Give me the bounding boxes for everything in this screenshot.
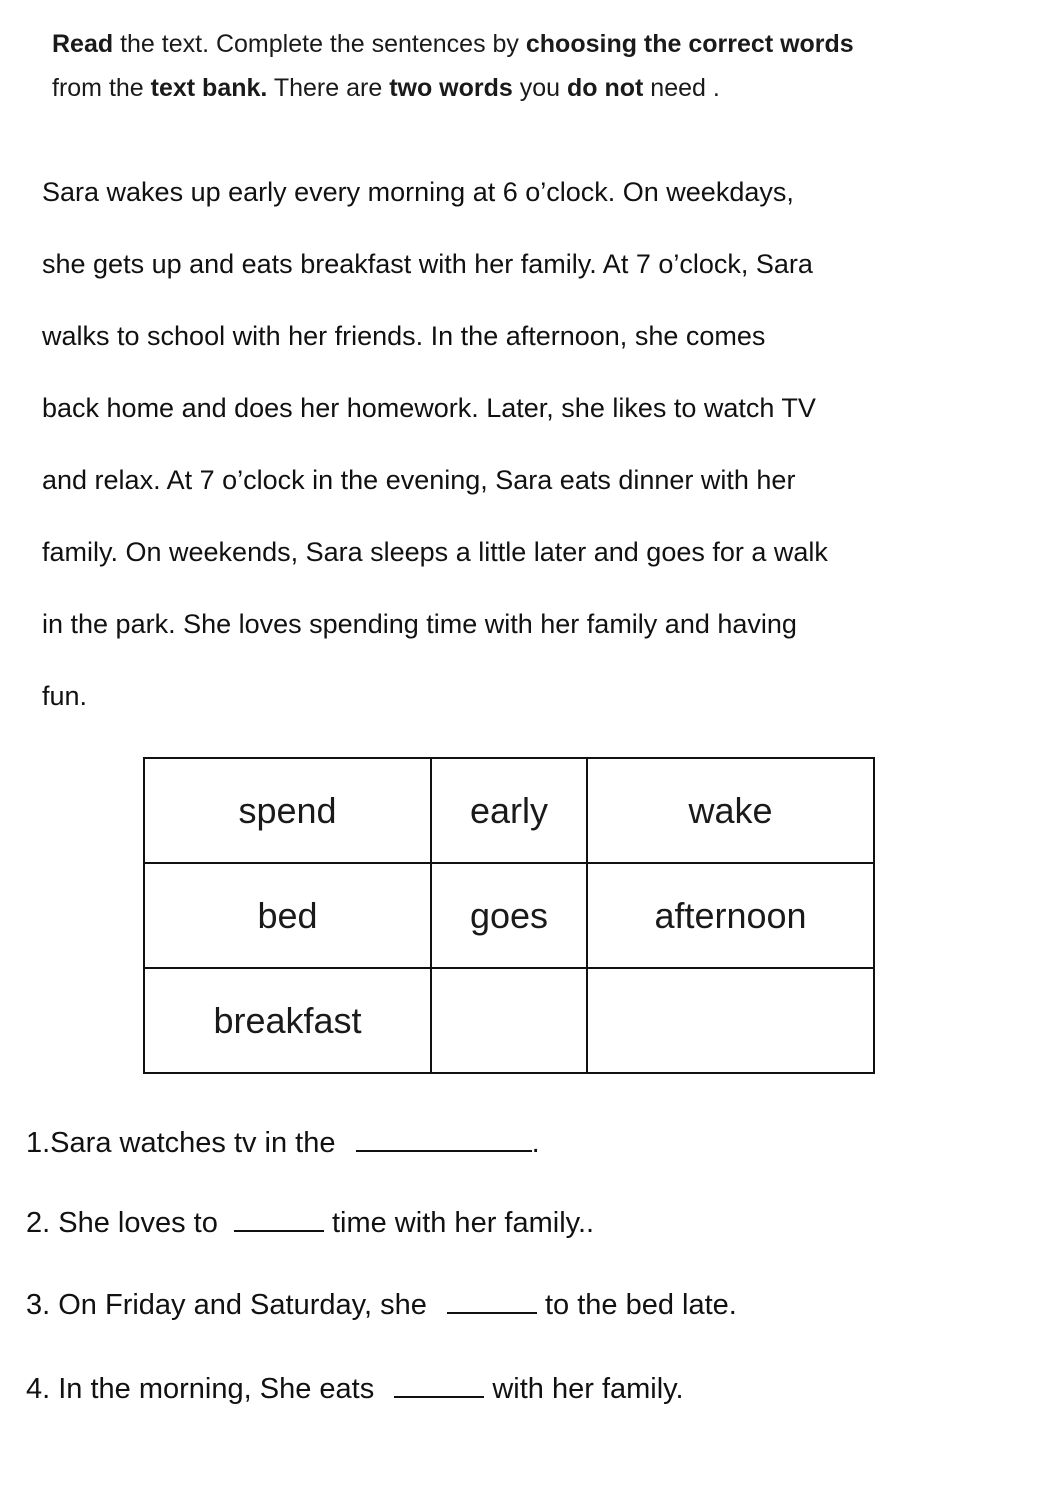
passage-line: Sara wakes up early every morning at 6 o’clock. On weekdays, [42, 177, 794, 207]
question-text: 3. On Friday and Saturday, she [26, 1289, 435, 1321]
question-3 [26, 1286, 737, 1322]
word-bank-row [144, 863, 874, 968]
passage-line: back home and does her homework. Later, she likes to watch TV [42, 393, 816, 423]
answer-blank[interactable] [394, 1370, 484, 1398]
question-text-end: with her family. [484, 1373, 684, 1405]
instructions [52, 22, 1012, 110]
instructions-text: the text. Complete the sentences by [113, 30, 526, 58]
instructions-text: from the [52, 74, 151, 102]
word-bank-cell-empty [587, 968, 874, 1073]
word-bank-cell: bed [144, 863, 431, 968]
question-2 [26, 1204, 594, 1240]
word-bank-cell: wake [587, 758, 874, 863]
instructions-bold: two words [389, 74, 513, 102]
instructions-line-2 [52, 66, 1012, 110]
question-1 [26, 1124, 540, 1160]
word-bank-cell: afternoon [587, 863, 874, 968]
question-text-end: time with her family.. [323, 1207, 595, 1239]
passage-line: fun. [42, 681, 88, 711]
question-text: 4. In the morning, She eats [26, 1373, 383, 1405]
word-bank-cell: goes [431, 863, 587, 968]
word-bank-row [144, 758, 874, 863]
question-text-end: to the bed late. [536, 1289, 737, 1321]
answer-blank[interactable] [356, 1124, 532, 1152]
word-bank-row [144, 968, 874, 1073]
question-text: 1.Sara watches tv in the [26, 1127, 344, 1159]
question-4 [26, 1370, 684, 1406]
instructions-bold: choosing the correct words [525, 30, 854, 58]
passage-line: in the park. She loves spending time with her family and having [42, 609, 797, 639]
instructions-read: Read [52, 30, 114, 58]
passage-line: she gets up and eats breakfast with her family. At 7 o’clock, Sara [42, 249, 813, 279]
word-bank-cell-empty [431, 968, 587, 1073]
question-text: 2. She loves to [26, 1207, 226, 1239]
question-text-end: . [531, 1127, 540, 1159]
answer-blank[interactable] [234, 1204, 324, 1232]
word-bank-cell: breakfast [144, 968, 431, 1073]
answer-blank[interactable] [447, 1286, 537, 1314]
passage-line: and relax. At 7 o’clock in the evening, Sara eats dinner with her [42, 465, 796, 495]
reading-passage [42, 156, 1032, 732]
instructions-text: need . [643, 74, 720, 102]
passage-line: walks to school with her friends. In the afternoon, she comes [42, 321, 766, 351]
instructions-bold: do not [567, 74, 644, 102]
word-bank-cell: spend [144, 758, 431, 863]
passage-line: family. On weekends, Sara sleeps a little later and goes for a walk [42, 537, 828, 567]
word-bank-cell: early [431, 758, 587, 863]
word-bank-table [143, 757, 875, 1074]
instructions-bold: text bank. [150, 74, 268, 102]
instructions-text: you [512, 74, 567, 102]
instructions-line-1 [52, 22, 1012, 66]
instructions-text: There are [267, 74, 390, 102]
